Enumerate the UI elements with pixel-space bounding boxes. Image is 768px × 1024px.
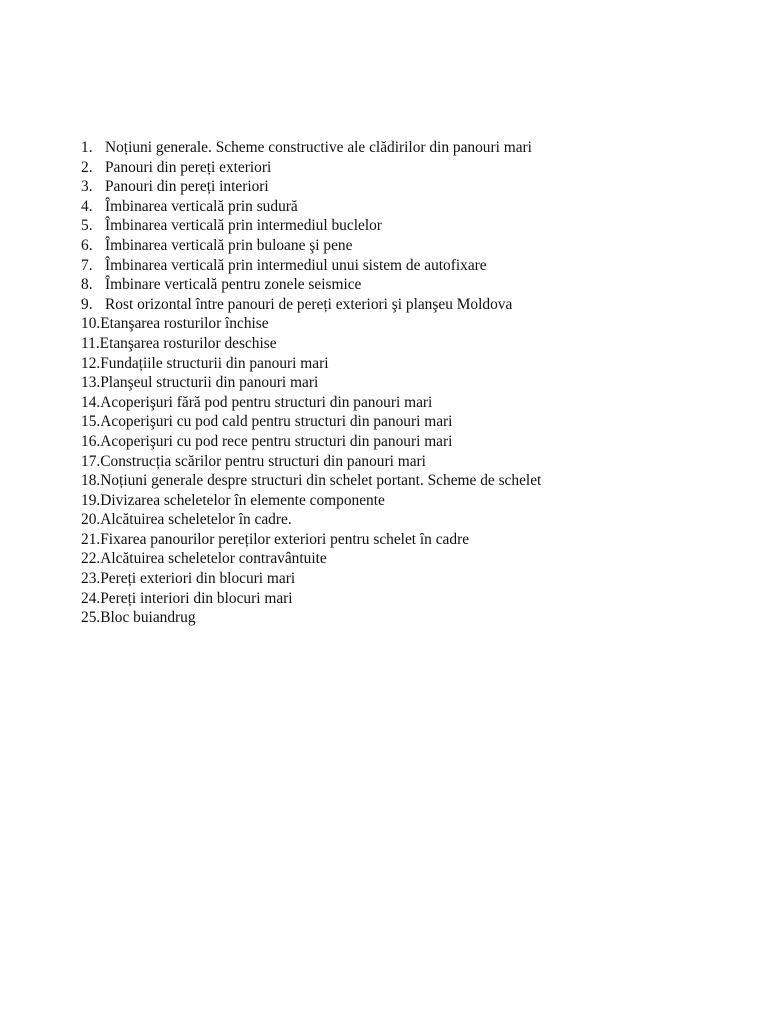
item-number: 11. [81, 334, 100, 352]
item-number: 21. [81, 530, 101, 548]
item-text: Panouri din pereți exteriori [105, 158, 272, 176]
list-item [81, 608, 541, 628]
item-text: Îmbinare verticală pentru zonele seismice [105, 276, 362, 294]
item-text: Rost orizontal între panouri de pereți exteriori şi planşeu Moldova [105, 295, 513, 313]
item-text: Acoperişuri cu pod rece pentru structuri din panouri mari [100, 432, 453, 450]
list-item [81, 138, 541, 158]
item-number: 4. [81, 197, 93, 215]
item-number: 14. [81, 393, 101, 411]
list-item [81, 314, 541, 334]
list-item [81, 491, 541, 511]
list-item [81, 334, 541, 354]
list-item [81, 549, 541, 569]
list-item [81, 216, 541, 236]
item-number: 2. [81, 158, 93, 176]
item-text: Etanşarea rosturilor închise [100, 315, 269, 333]
list-item [81, 373, 541, 393]
topic-list [81, 138, 541, 628]
item-number: 18. [81, 472, 101, 490]
list-item [81, 354, 541, 374]
item-text: Fixarea panourilor pereților exteriori pentru schelet în cadre [100, 530, 470, 548]
item-number: 19. [81, 491, 101, 509]
item-text: Acoperişuri fără pod pentru structuri din panouri mari [100, 393, 433, 411]
item-number: 8. [81, 276, 93, 294]
list-item [81, 412, 541, 432]
item-text: Noțiuni generale. Scheme constructive ale clădirilor din panouri mari [105, 139, 532, 156]
item-text: Alcătuirea scheletelor contravântuite [100, 550, 327, 568]
item-text: Îmbinarea verticală prin sudură [105, 197, 298, 215]
item-text: Acoperişuri cu pod cald pentru structuri din panouri mari [100, 413, 453, 431]
list-item [81, 275, 541, 295]
item-number: 23. [81, 570, 101, 588]
item-number: 5. [81, 217, 93, 235]
item-number: 20. [81, 511, 101, 529]
item-number: 6. [81, 236, 93, 254]
list-item [81, 510, 541, 530]
item-number: 13. [81, 374, 101, 392]
item-number: 24. [81, 589, 101, 607]
item-number: 3. [81, 178, 93, 196]
item-text: Pereți exteriori din blocuri mari [100, 570, 296, 588]
item-number: 16. [81, 432, 101, 450]
list-item [81, 177, 541, 197]
list-item [81, 393, 541, 413]
item-text: Îmbinarea verticală prin buloane şi pene [105, 236, 353, 254]
item-text: Alcătuirea scheletelor în cadre. [100, 511, 292, 529]
list-item [81, 530, 541, 550]
item-text: Panouri din pereți interiori [105, 178, 269, 196]
list-item [81, 256, 541, 276]
list-item [81, 471, 541, 491]
item-text: Planşeul structurii din panouri mari [100, 374, 319, 392]
list-item [81, 295, 541, 315]
list-item [81, 197, 541, 217]
item-number: 10. [81, 315, 101, 333]
list-item [81, 432, 541, 452]
item-text: Noțiuni generale despre structuri din schelet portant. Scheme de schelet [100, 472, 542, 490]
list-item [81, 589, 541, 609]
item-text: Pereți interiori din blocuri mari [100, 589, 293, 607]
item-number: 12. [81, 354, 101, 372]
list-item [81, 158, 541, 178]
item-number: 25. [81, 609, 101, 627]
item-number: 22. [81, 550, 101, 568]
item-number: 7. [81, 256, 93, 274]
item-number: 9. [81, 295, 93, 313]
list-item [81, 236, 541, 256]
item-text: Divizarea scheletelor în elemente componente [100, 491, 385, 509]
item-text: Etanşarea rosturilor deschise [99, 334, 277, 352]
item-text: Construcția scărilor pentru structuri din panouri mari [100, 452, 426, 470]
list-item [81, 569, 541, 589]
item-text: Îmbinarea verticală prin intermediul buclelor [105, 217, 382, 235]
item-text: Fundațiile structurii din panouri mari [100, 354, 329, 372]
list-item [81, 452, 541, 472]
item-number: 17. [81, 452, 101, 470]
item-text: Îmbinarea verticală prin intermediul unui sistem de autofixare [105, 256, 487, 274]
item-number: 1. [81, 139, 93, 156]
item-text: Bloc buiandrug [100, 609, 196, 627]
item-number: 15. [81, 413, 101, 431]
